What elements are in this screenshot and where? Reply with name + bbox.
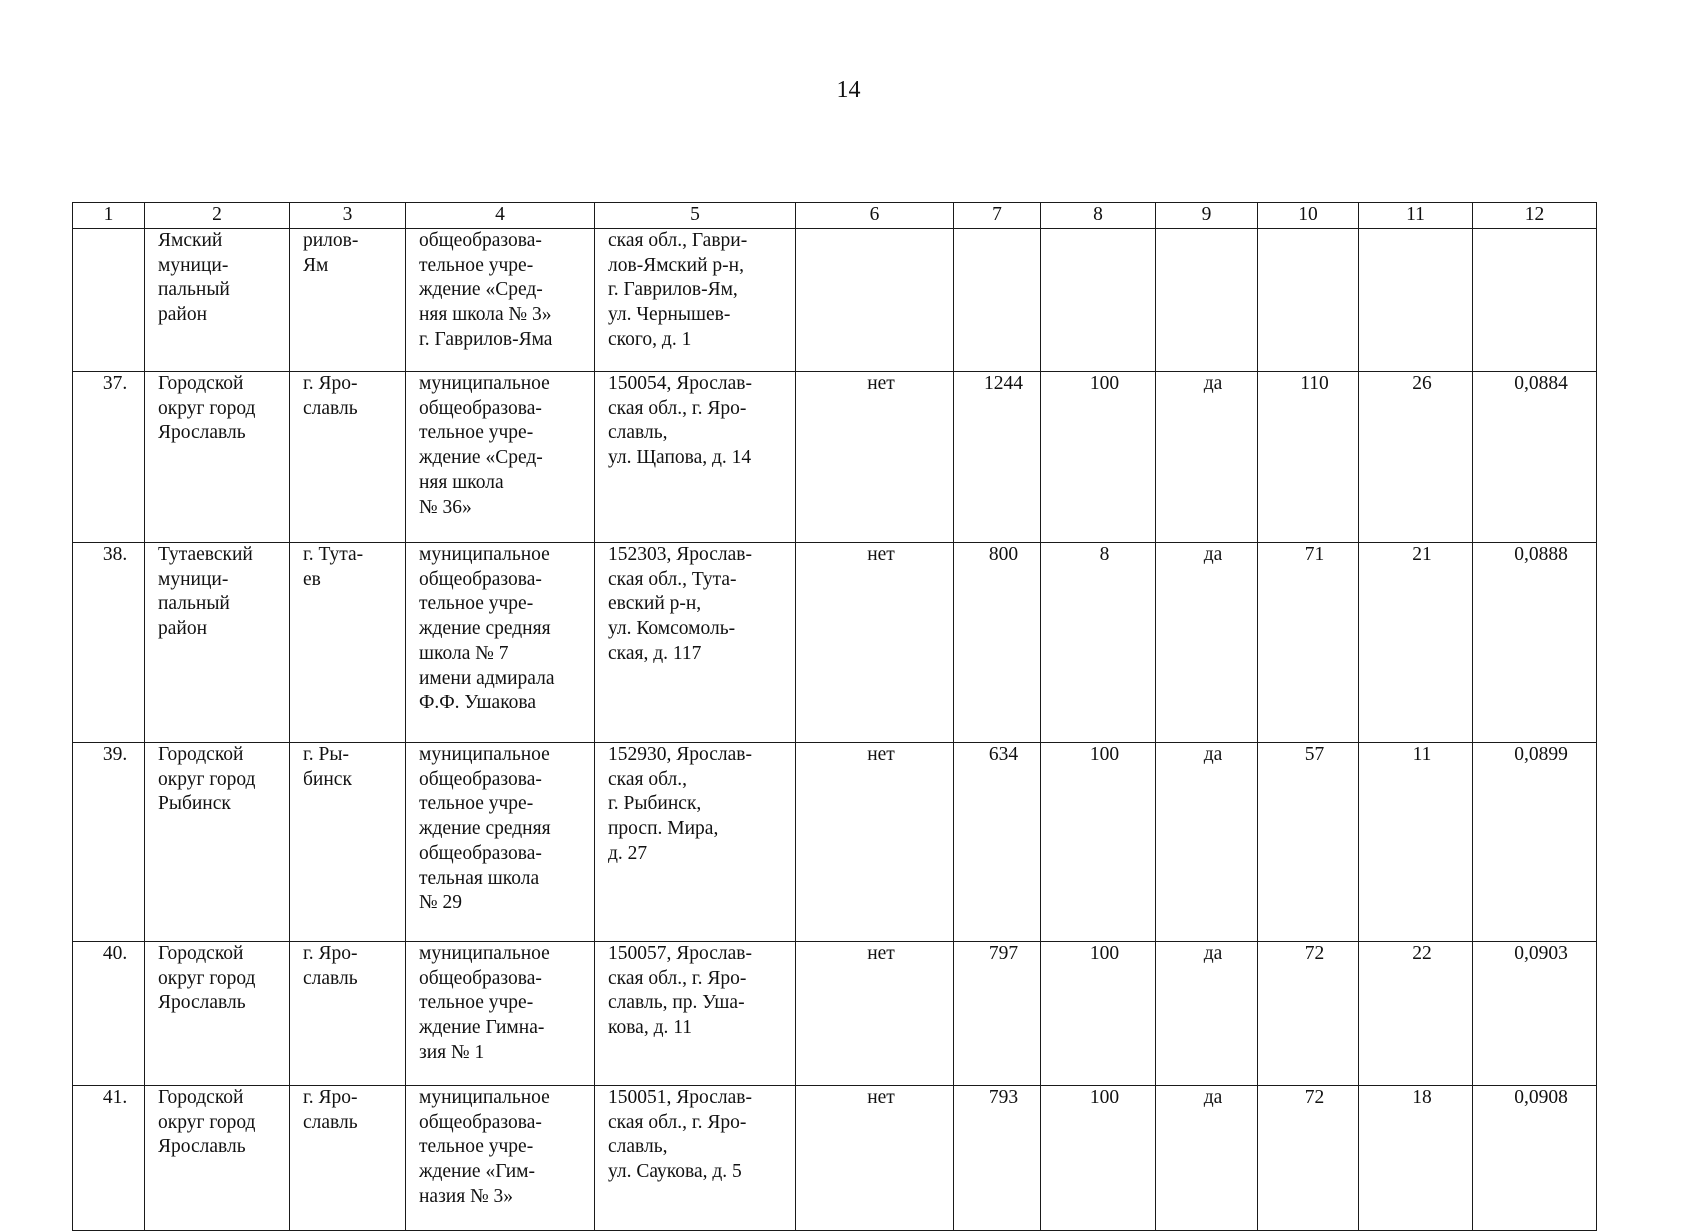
settlement-cell-line: ев (303, 568, 321, 590)
municipality-cell-line: пальный (158, 593, 230, 615)
column-9-cell: да (1156, 743, 1258, 942)
column-8-cell: 100 (1041, 372, 1156, 543)
institution-cell-line: ждение средняя (419, 618, 551, 640)
institution-cell (406, 1086, 595, 1231)
column-12-cell: 0,0899 (1473, 743, 1597, 942)
institution-cell-line: общеобразова- (419, 397, 542, 419)
municipality-cell-line: Ярославль (158, 1136, 246, 1158)
column-number-header: 2 (145, 203, 290, 229)
row-number-cell: 41. (73, 1086, 145, 1231)
settlement-cell (290, 743, 406, 942)
institution-cell-line: назия № 3» (419, 1185, 514, 1207)
settlement-cell (290, 372, 406, 543)
settlement-cell-line: г. Яро- (303, 1087, 358, 1108)
column-number-header: 11 (1359, 203, 1473, 229)
schools-table (72, 202, 1597, 1231)
institution-cell-line: няя школа № 3» (419, 304, 552, 326)
column-6-cell: нет (796, 372, 954, 543)
address-cell-line: ская обл., (608, 768, 687, 790)
column-number-header: 10 (1258, 203, 1359, 229)
column-7-cell: 1244 (954, 372, 1041, 543)
address-cell-line: 152930, Ярослав- (608, 744, 752, 765)
institution-cell-line: № 36» (419, 496, 472, 518)
column-6-cell: нет (796, 743, 954, 942)
institution-cell-line: общеобразова- (419, 768, 542, 790)
municipality-cell-line: район (158, 618, 208, 640)
column-8-cell: 100 (1041, 942, 1156, 1086)
address-cell-line: просп. Мира, (608, 818, 719, 840)
settlement-cell (290, 229, 406, 372)
institution-cell-line: зия № 1 (419, 1041, 485, 1063)
municipality-cell-line: муници- (158, 254, 229, 276)
column-number-header: 9 (1156, 203, 1258, 229)
address-cell-line: ул. Чернышев- (608, 304, 731, 326)
table-row (73, 543, 1597, 743)
institution-cell-line: тельное учре- (419, 422, 534, 444)
settlement-cell (290, 942, 406, 1086)
address-cell-line: ская обл., Гаври- (608, 230, 748, 251)
institution-cell-line: общеобразова- (419, 568, 542, 590)
address-cell-line: 150057, Ярослав- (608, 943, 752, 964)
column-9-cell: да (1156, 1086, 1258, 1231)
address-cell-line: славль, (608, 422, 668, 444)
table-row (73, 1086, 1597, 1231)
column-11-cell: 26 (1359, 372, 1473, 543)
column-10-cell (1258, 229, 1359, 372)
institution-cell (406, 543, 595, 743)
column-8-cell: 8 (1041, 543, 1156, 743)
column-6-cell: нет (796, 942, 954, 1086)
address-cell-line: 150054, Ярослав- (608, 373, 752, 394)
institution-cell (406, 942, 595, 1086)
column-6-cell: нет (796, 1086, 954, 1231)
address-cell-line: г. Рыбинск, (608, 793, 702, 815)
institution-cell-line: тельное учре- (419, 1136, 534, 1158)
institution-cell-line: общеобразова- (419, 1111, 542, 1133)
institution-cell-line: тельное учре- (419, 992, 534, 1014)
municipality-cell-line: Рыбинск (158, 793, 231, 815)
column-8-cell (1041, 229, 1156, 372)
municipality-cell-line: Городской (158, 943, 244, 964)
column-6-cell (796, 229, 954, 372)
municipality-cell (145, 543, 290, 743)
column-number-header: 3 (290, 203, 406, 229)
address-cell (595, 372, 796, 543)
institution-cell-line: муниципальное (419, 544, 550, 565)
settlement-cell-line: славль (303, 1111, 358, 1133)
address-cell (595, 743, 796, 942)
address-cell-line: евский р-н, (608, 593, 702, 615)
column-number-header: 4 (406, 203, 595, 229)
address-cell-line: ул. Комсомоль- (608, 618, 736, 640)
municipality-cell-line: Городской (158, 744, 244, 765)
address-cell-line: ского, д. 1 (608, 328, 692, 350)
column-12-cell: 0,0888 (1473, 543, 1597, 743)
column-number-header: 1 (73, 203, 145, 229)
institution-cell-line: общеобразова- (419, 967, 542, 989)
column-7-cell: 793 (954, 1086, 1041, 1231)
institution-cell-line: муниципальное (419, 744, 550, 765)
municipality-cell-line: Ярославль (158, 422, 246, 444)
municipality-cell (145, 942, 290, 1086)
address-cell-line: лов-Ямский р-н, (608, 254, 744, 276)
column-11-cell (1359, 229, 1473, 372)
column-8-cell: 100 (1041, 1086, 1156, 1231)
institution-cell-line: имени адмирала (419, 667, 555, 689)
column-9-cell (1156, 229, 1258, 372)
address-cell (595, 543, 796, 743)
column-number-header: 7 (954, 203, 1041, 229)
address-cell-line: ская обл., г. Яро- (608, 397, 747, 419)
settlement-cell-line: бинск (303, 768, 352, 790)
municipality-cell (145, 743, 290, 942)
institution-cell-line: муниципальное (419, 1087, 550, 1108)
page-number: 14 (836, 77, 861, 103)
settlement-cell-line: славль (303, 397, 358, 419)
column-10-cell: 71 (1258, 543, 1359, 743)
column-12-cell (1473, 229, 1597, 372)
address-cell-line: ская обл., г. Яро- (608, 1111, 747, 1133)
institution-cell (406, 372, 595, 543)
row-number-cell: 38. (73, 543, 145, 743)
settlement-cell-line: г. Яро- (303, 373, 358, 394)
address-cell-line: ул. Саукова, д. 5 (608, 1161, 742, 1183)
settlement-cell-line: г. Тута- (303, 544, 364, 565)
institution-cell-line: муниципальное (419, 373, 550, 394)
column-10-cell: 72 (1258, 1086, 1359, 1231)
address-cell-line: кова, д. 11 (608, 1017, 693, 1039)
municipality-cell-line: округ город (158, 768, 256, 790)
settlement-cell-line: славль (303, 967, 358, 989)
address-cell-line: славль, (608, 1136, 668, 1158)
column-8-cell: 100 (1041, 743, 1156, 942)
institution-cell-line: ждение «Гим- (419, 1161, 536, 1183)
address-cell-line: 152303, Ярослав- (608, 544, 752, 565)
institution-cell-line: тельное учре- (419, 254, 534, 276)
address-cell-line: ская, д. 117 (608, 642, 702, 664)
settlement-cell-line: Ям (303, 254, 329, 276)
settlement-cell (290, 543, 406, 743)
municipality-cell-line: Тутаевский (158, 544, 253, 565)
column-number-header: 6 (796, 203, 954, 229)
column-11-cell: 18 (1359, 1086, 1473, 1231)
institution-cell-line: тельная школа (419, 867, 540, 889)
column-12-cell: 0,0884 (1473, 372, 1597, 543)
institution-cell (406, 743, 595, 942)
column-11-cell: 21 (1359, 543, 1473, 743)
row-number-cell (73, 229, 145, 372)
institution-cell-line: тельное учре- (419, 593, 534, 615)
column-number-header: 8 (1041, 203, 1156, 229)
institution-cell-line: ждение средняя (419, 818, 551, 840)
table-row (73, 743, 1597, 942)
institution-cell-line: школа № 7 (419, 642, 509, 664)
column-9-cell: да (1156, 543, 1258, 743)
row-number-cell: 37. (73, 372, 145, 543)
column-6-cell: нет (796, 543, 954, 743)
municipality-cell-line: округ город (158, 397, 256, 419)
column-number-header: 5 (595, 203, 796, 229)
institution-cell-line: г. Гаврилов-Яма (419, 328, 553, 350)
table-body (73, 229, 1597, 1231)
institution-cell-line: ждение «Сред- (419, 447, 543, 469)
column-7-cell: 634 (954, 743, 1041, 942)
settlement-cell-line: г. Яро- (303, 943, 358, 964)
address-cell (595, 1086, 796, 1231)
address-cell (595, 229, 796, 372)
column-7-cell: 800 (954, 543, 1041, 743)
municipality-cell-line: пальный (158, 279, 230, 301)
institution-cell-line: Ф.Ф. Ушакова (419, 692, 537, 714)
column-7-cell (954, 229, 1041, 372)
column-11-cell: 11 (1359, 743, 1473, 942)
column-number-header: 12 (1473, 203, 1597, 229)
municipality-cell-line: муници- (158, 568, 229, 590)
address-cell-line: ская обл., г. Яро- (608, 967, 747, 989)
settlement-cell (290, 1086, 406, 1231)
column-10-cell: 72 (1258, 942, 1359, 1086)
institution-cell-line: ждение «Сред- (419, 279, 543, 301)
municipality-cell-line: район (158, 304, 208, 326)
table-row (73, 229, 1597, 372)
column-number-row (73, 203, 1597, 229)
table-row (73, 942, 1597, 1086)
column-10-cell: 110 (1258, 372, 1359, 543)
settlement-cell-line: рилов- (303, 230, 359, 251)
row-number-cell: 40. (73, 942, 145, 1086)
address-cell-line: ская обл., Тута- (608, 568, 737, 590)
institution-cell-line: тельное учре- (419, 793, 534, 815)
institution-cell-line: общеобразова- (419, 230, 542, 251)
municipality-cell-line: округ город (158, 1111, 256, 1133)
column-9-cell: да (1156, 372, 1258, 543)
address-cell-line: г. Гаврилов-Ям, (608, 279, 738, 301)
institution-cell-line: общеобразова- (419, 842, 542, 864)
institution-cell-line: няя школа (419, 471, 504, 493)
municipality-cell (145, 1086, 290, 1231)
institution-cell-line: муниципальное (419, 943, 550, 964)
municipality-cell-line: Ярославль (158, 992, 246, 1014)
address-cell (595, 942, 796, 1086)
municipality-cell (145, 372, 290, 543)
municipality-cell-line: Ямский (158, 230, 223, 251)
row-number-cell: 39. (73, 743, 145, 942)
settlement-cell-line: г. Ры- (303, 744, 349, 765)
institution-cell-line: № 29 (419, 892, 462, 914)
municipality-cell-line: округ город (158, 967, 256, 989)
municipality-cell (145, 229, 290, 372)
table-row (73, 372, 1597, 543)
municipality-cell-line: Городской (158, 1087, 244, 1108)
address-cell-line: ул. Щапова, д. 14 (608, 447, 752, 469)
address-cell-line: славль, пр. Уша- (608, 992, 745, 1014)
column-12-cell: 0,0908 (1473, 1086, 1597, 1231)
column-9-cell: да (1156, 942, 1258, 1086)
address-cell-line: д. 27 (608, 842, 648, 864)
institution-cell (406, 229, 595, 372)
column-12-cell: 0,0903 (1473, 942, 1597, 1086)
column-11-cell: 22 (1359, 942, 1473, 1086)
column-7-cell: 797 (954, 942, 1041, 1086)
institution-cell-line: ждение Гимна- (419, 1017, 545, 1039)
column-10-cell: 57 (1258, 743, 1359, 942)
municipality-cell-line: Городской (158, 373, 244, 394)
address-cell-line: 150051, Ярослав- (608, 1087, 752, 1108)
